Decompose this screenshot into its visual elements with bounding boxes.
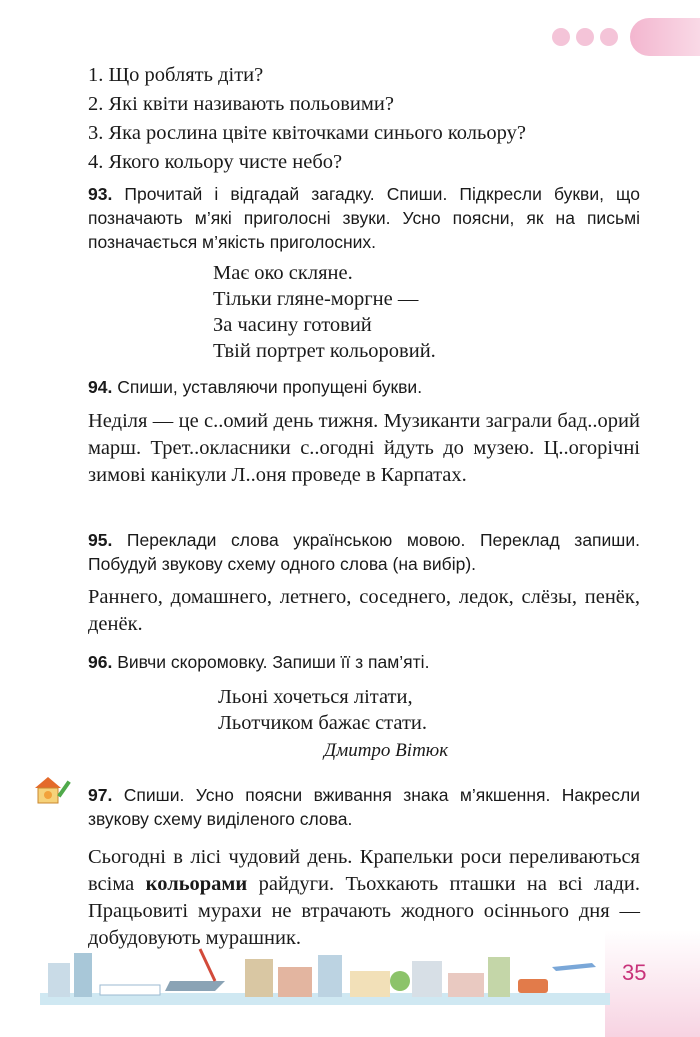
tongue-twister: [218, 684, 427, 736]
city-illustration: [40, 945, 610, 1005]
task-text: Спиши, уставляючи пропущені букви.: [117, 377, 423, 397]
body-text: райдуги. Тьохкають пташки на всі лади. Працьовиті мурахи не втрачають жодного осіннього дня — добудовують мурашник.: [88, 873, 640, 949]
exercise-number: 95.: [88, 530, 113, 550]
exercise-number: 96.: [88, 652, 113, 672]
task-text: Вивчи скоромовку. Запиши її з пам’яті.: [117, 652, 430, 672]
exercise-number: 97.: [88, 785, 113, 805]
exercise-95-task: [88, 528, 640, 576]
exercise-97-body: [88, 844, 640, 952]
poem-line: Має око скляне.: [213, 262, 353, 284]
header-dot: [552, 28, 570, 46]
exercise-94-body: Неділя — це с..омий день тижня. Музиканти заграли бад..орий марш. Трет..окласники с..огодні йдуть до музею. Ц..огорічні зимові канікули Л..оня проведе в Карпатах.: [88, 410, 640, 486]
poem-line: Льоні хочеться літати,: [218, 686, 413, 708]
page-corner-band: [605, 930, 700, 1037]
poem-line: Тільки гляне-моргне —: [213, 288, 419, 310]
poem-author: Дмитро Вітюк: [324, 740, 449, 761]
task-text: Прочитай і відгадай загадку. Спиши. Підкресли букви, що позначають м’які приголосні звуки. Усно поясни, як на письмі позначається м’якість приголосних.: [88, 184, 640, 252]
riddle-poem: [213, 260, 436, 364]
poem-line: Твій портрет кольоровий.: [213, 340, 436, 362]
highlighted-word: кольорами: [145, 873, 248, 895]
poem-line: Льотчиком бажає стати.: [218, 712, 427, 734]
question-item: 3. Яка рослина цвіте квіточками синього кольору?: [88, 122, 526, 144]
exercise-93-task: [88, 182, 640, 254]
exercise-94-task: [88, 375, 640, 399]
header-band: [630, 18, 700, 56]
body-text: Сьогодні в лісі чудовий день. Крапельки роси переливаються всіма: [88, 846, 640, 895]
task-text: Спиши. Усно поясни вживання знака м’якшення. Накресли звукову схему виділеного слова.: [88, 785, 640, 829]
header-dot: [576, 28, 594, 46]
exercise-95-body: Раннего, домашнего, летнего, соседнего, ледок, слёзы, пенёк, денёк.: [88, 586, 640, 635]
page-number: 35: [622, 960, 647, 985]
exercise-97-task: [88, 783, 640, 831]
poem-line: За часину готовий: [213, 314, 372, 336]
house-pencil-icon: [32, 774, 76, 806]
question-item: 2. Які квіти називають польовими?: [88, 93, 394, 115]
header-dot: [600, 28, 618, 46]
question-item: 4. Якого кольору чисте небо?: [88, 151, 343, 173]
exercise-number: 93.: [88, 184, 113, 204]
exercise-96-task: [88, 650, 640, 674]
question-item: 1. Що роблять діти?: [88, 64, 264, 86]
question-list: [88, 62, 526, 178]
task-text: Переклади слова українською мовою. Переклад запиши. Побудуй звукову схему одного слова (на вибір).: [88, 530, 640, 574]
exercise-number: 94.: [88, 377, 113, 397]
